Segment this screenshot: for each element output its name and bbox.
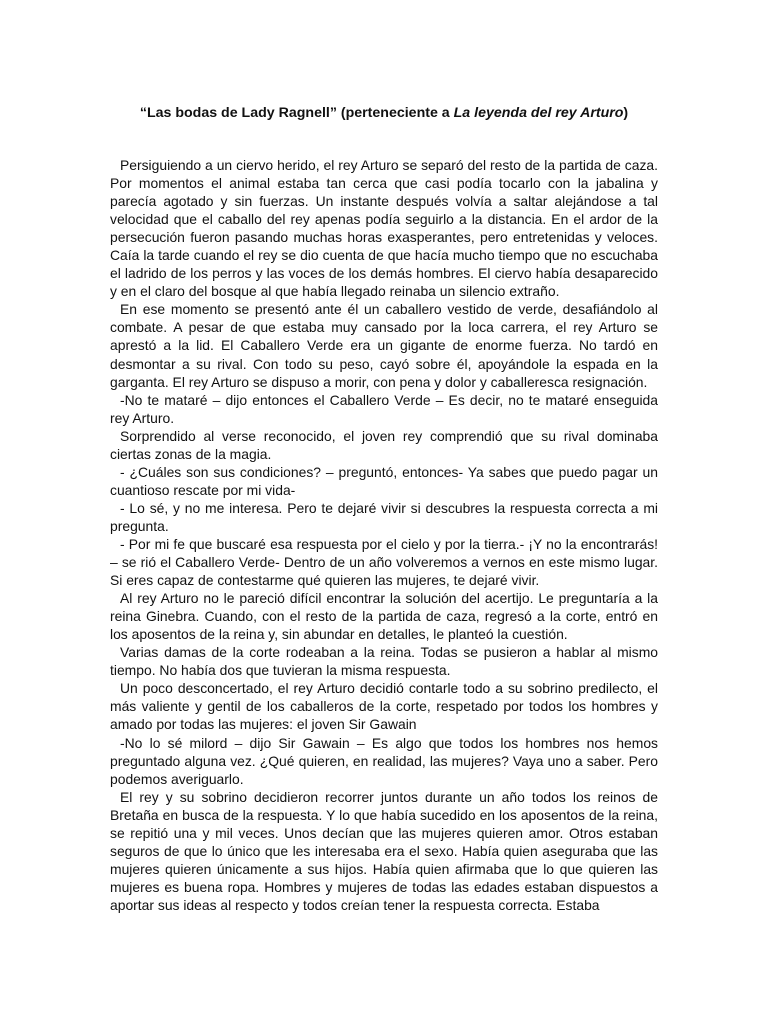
title-book-name: La leyenda del rey Arturo <box>453 105 624 121</box>
title-text-start: “Las bodas de Lady Ragnell” (perteneciente a <box>139 105 454 121</box>
paragraph: - Por mi fe que buscaré esa respuesta por el cielo y por la tierra.- ¡Y no la encontrarás! – se rió el Caballero Verde- Dentro de un año volveremos a vernos en este mismo lugar. Si eres capaz de contestarme qué quieren las mujeres, te dejaré vivir. <box>110 535 658 589</box>
paragraph: El rey y su sobrino decidieron recorrer juntos durante un año todos los reinos de Bretaña en busca de la respuesta. Y lo que había sucedido en los aposentos de la reina, se repitió una y mil veces. Unos decían que las mujeres quieren amor. Otros estaban seguros de que lo único que les interesaba era el sexo. Había quien aseguraba que las mujeres quieren únicamente a sus hijos. Había quien afirmaba que lo que quieren las mujeres es buena ropa. Hombres y mujeres de todas las edades estaban dispuestos a aportar sus ideas al respecto y todos creían tener la respuesta correcta. Estaba <box>110 788 658 913</box>
paragraph: Un poco desconcertado, el rey Arturo decidió contarle todo a su sobrino predilecto, el más valiente y gentil de los caballeros de la corte, respetado por todos los hombres y amado por todas las mujeres: el joven Sir Gawain <box>110 680 658 733</box>
paragraph: Varias damas de la corte rodeaban a la reina. Todas se pusieron a hablar al mismo tiempo. No había dos que tuvieran la misma respuesta. <box>110 644 658 679</box>
paragraph: -No te mataré – dijo entonces el Caballero Verde – Es decir, no te mataré enseguida rey Arturo. <box>110 391 658 426</box>
paragraph: Persiguiendo a un ciervo herido, el rey Arturo se separó del resto de la partida de caza. Por momentos el animal estaba tan cerca que casi podía tocarlo con la jabalina y parecía agotado y sin fuerzas. Un instante después volvía a saltar alejándose a tal velocidad que el caballo del rey apenas podía seguirlo a la distancia. En el ardor de la persecución fueron pasando muchas horas exasperantes, pero entretenidas y veloces. Caía la tarde cuando el rey se dio cuenta de que hacía mucho tiempo que no escuchaba el ladrido de los perros y las voces de los demás hombres. El ciervo había desaparecido y en el claro del bosque al que había llegado reinaba un silencio extraño. <box>110 157 658 300</box>
paragraph: - Lo sé, y no me interesa. Pero te dejaré vivir si descubres la respuesta correcta a mi pregunta. <box>110 499 658 534</box>
paragraph: En ese momento se presentó ante él un caballero vestido de verde, desafiándolo al combate. A pesar de que estaba muy cansado por la loca carrera, el rey Arturo se aprestó a la lid. El Caballero Verde era un gigante de enorme fuerza. No tardó en desmontar a su rival. Con todo su peso, cayó sobre él, apoyándole la espada en la garganta. El rey Arturo se dispuso a morir, con pena y dolor y caballeresca resignación. <box>110 301 658 390</box>
paragraph: Al rey Arturo no le pareció difícil encontrar la solución del acertijo. Le preguntaría a la reina Ginebra. Cuando, con el resto de la partida de caza, regresó a la corte, entró en los aposentos de la reina y, sin abundar en detalles, le planteó la cuestión. <box>110 590 658 643</box>
paragraph: -No lo sé milord – dijo Sir Gawain – Es algo que todos los hombres nos hemos preguntado alguna vez. ¿Qué quieren, en realidad, las mujeres? Vaya uno a saber. Pero podemos averiguarlo. <box>110 734 658 787</box>
document-title <box>0 103 768 123</box>
document-body <box>110 156 658 914</box>
title-text-end: ) <box>623 105 629 121</box>
paragraph: - ¿Cuáles son sus condiciones? – preguntó, entonces- Ya sabes que puedo pagar un cuantioso rescate por mi vida- <box>110 463 658 498</box>
paragraph: Sorprendido al verse reconocido, el joven rey comprendió que su rival dominaba ciertas zonas de la magia. <box>110 427 658 462</box>
